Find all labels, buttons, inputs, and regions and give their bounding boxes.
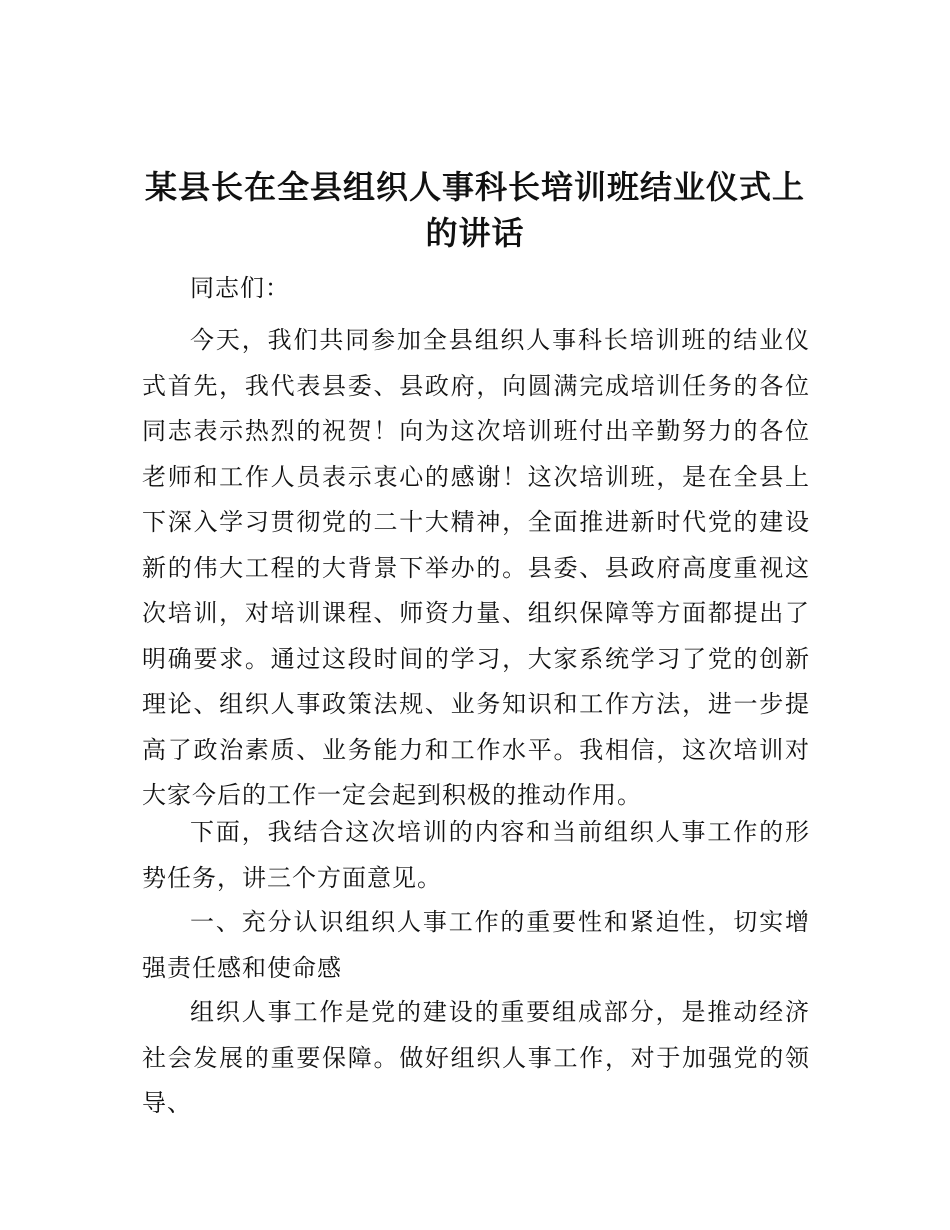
opening-paragraph: 今天，我们共同参加全县组织人事科长培训班的结业仪式首先，我代表县委、县政府，向圆满完成培训任务的各位同志表示热烈的祝贺！向为这次培训班付出辛勤努力的各位老师和工作人员表示衷心的感谢！这次培训班，是在全县上下深入学习贯彻党的二十大精神，全面推进新时代党的建设新的伟大工程的大背景下举办的。县委、县政府高度重视这次培训，对培训课程、师资力量、组织保障等方面都提出了明确要求。通过这段时间的学习，大家系统学习了党的创新理论、组织人事政策法规、业务知识和工作方法，进一步提高了政治素质、业务能力和工作水平。我相信，这次培训对大家今后的工作一定会起到积极的推动作用。 [142,326,810,809]
section-1-paragraph: 组织人事工作是党的建设的重要组成部分，是推动经济社会发展的重要保障。做好组织人事工作，对于加强党的领导、 [142,998,810,1117]
document-title: 某县长在全县组织人事科长培训班结业仪式上的讲话 [144,168,805,252]
greeting-paragraph: 同志们： [190,274,290,302]
section-heading-1: 一、充分认识组织人事工作的重要性和紧迫性，切实增强责任感和使命感 [142,908,810,982]
transition-paragraph: 下面，我结合这次培训的内容和当前组织人事工作的形势任务，讲三个方面意见。 [142,818,810,892]
